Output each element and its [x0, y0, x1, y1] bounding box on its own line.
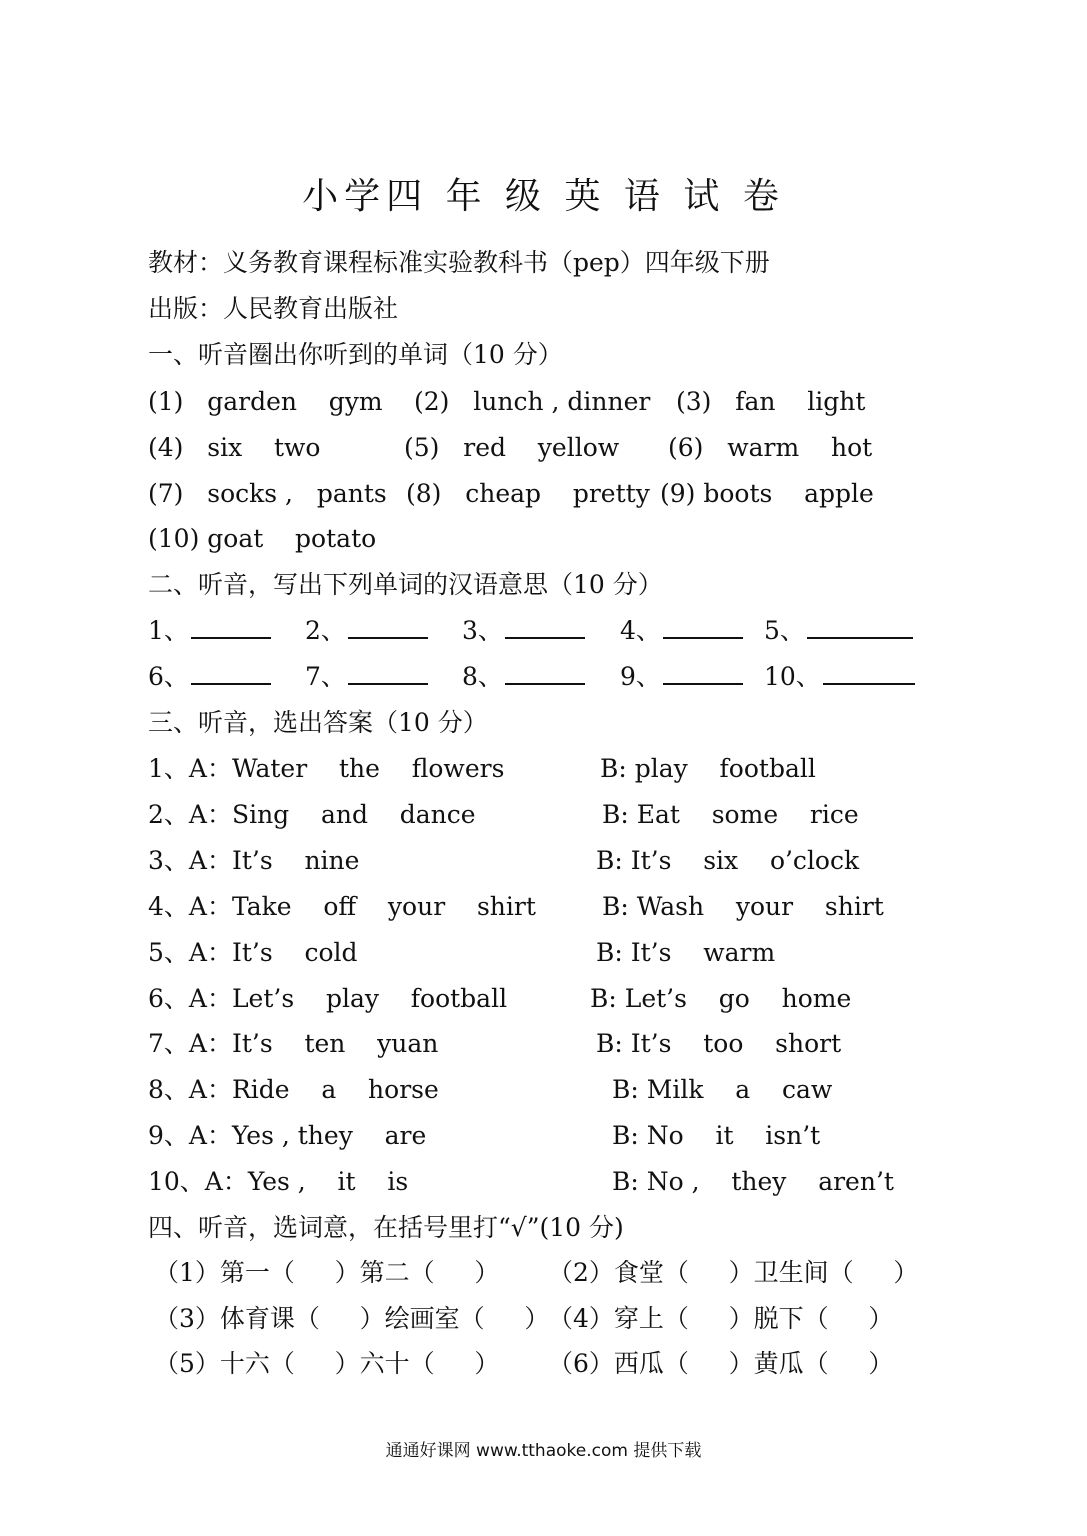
blank-item: 1、 — [148, 614, 271, 648]
s3-option-a: 2、A：Sing and dance — [148, 800, 476, 829]
section4-heading: 四、听音，选词意，在括号里打“√”(10 分) — [148, 1213, 624, 1242]
section1-heading: 一、听音圈出你听到的单词（10 分） — [148, 340, 563, 369]
s3-option-b: B: Milk a caw — [612, 1075, 833, 1104]
blank-item: 5、 — [764, 614, 913, 648]
s3-option-b: B: It’s warm — [596, 938, 776, 967]
s1-item: (10) goat potato — [148, 524, 377, 553]
s3-option-b: B: Wash your shirt — [602, 892, 884, 921]
section2-heading: 二、听音，写出下列单词的汉语意思（10 分） — [148, 570, 663, 599]
blank-item: 3、 — [462, 614, 585, 648]
s4-item: （4）穿上（ ）脱下（ ） — [548, 1304, 894, 1333]
s4-item: （6）西瓜（ ）黄瓜（ ） — [548, 1349, 894, 1378]
s3-option-a: 5、A：It’s cold — [148, 938, 358, 967]
s1-item: (5) red yellow — [404, 433, 620, 462]
blank-item: 2、 — [305, 614, 428, 648]
blank-item: 4、 — [620, 614, 743, 648]
blank-item: 8、 — [462, 660, 585, 694]
s3-option-a: 9、A：Yes , they are — [148, 1121, 427, 1150]
s4-item: （1）第一（ ）第二（ ） — [154, 1258, 500, 1287]
blank-item: 7、 — [305, 660, 428, 694]
publisher-line: 出版：人民教育出版社 — [148, 294, 399, 323]
s3-option-a: 4、A：Take off your shirt — [148, 892, 536, 921]
blank-item: 6、 — [148, 660, 271, 694]
s3-option-a: 3、A：It’s nine — [148, 846, 360, 875]
s3-option-a: 8、A：Ride a horse — [148, 1075, 439, 1104]
s1-item: (6) warm hot — [668, 433, 873, 462]
textbook-line: 教材：义务教育课程标准实验教科书（pep）四年级下册 — [148, 248, 770, 277]
s1-item: (9) boots apple — [660, 479, 874, 508]
exam-title: 小学四 年 级 英 语 试 卷 — [302, 176, 785, 217]
s3-option-b: B: play football — [600, 754, 816, 783]
s3-option-a: 7、A：It’s ten yuan — [148, 1029, 439, 1058]
s1-item: (1) garden gym — [148, 387, 383, 416]
s3-option-a: 10、A：Yes , it is — [148, 1167, 409, 1196]
s3-option-b: B: Eat some rice — [602, 800, 859, 829]
s3-option-b: B: No , they aren’t — [612, 1167, 894, 1196]
blank-item: 9、 — [620, 660, 743, 694]
blank-item: 10、 — [764, 660, 915, 694]
s3-option-b: B: No it isn’t — [612, 1121, 821, 1150]
s4-item: （2）食堂（ ）卫生间（ ） — [548, 1258, 919, 1287]
section3-heading: 三、听音，选出答案（10 分） — [148, 708, 488, 737]
s3-option-a: 1、A：Water the flowers — [148, 754, 505, 783]
s1-item: (3) fan light — [676, 387, 866, 416]
s1-item: (2) lunch , dinner — [414, 387, 651, 416]
s3-option-b: B: Let’s go home — [590, 984, 852, 1013]
footer-credit: 通通好课网 www.tthaoke.com 提供下载 — [385, 1441, 702, 1461]
s3-option-b: B: It’s too short — [596, 1029, 842, 1058]
s4-item: （3）体育课（ ）绘画室（ ） — [154, 1304, 550, 1333]
s3-option-b: B: It’s six o’clock — [596, 846, 860, 875]
s1-item: (4) six two — [148, 433, 321, 462]
s1-item: (7) socks , pants — [148, 479, 387, 508]
s1-item: (8) cheap pretty — [406, 479, 650, 508]
s4-item: （5）十六（ ）六十（ ） — [154, 1349, 500, 1378]
s3-option-a: 6、A：Let’s play football — [148, 984, 508, 1013]
